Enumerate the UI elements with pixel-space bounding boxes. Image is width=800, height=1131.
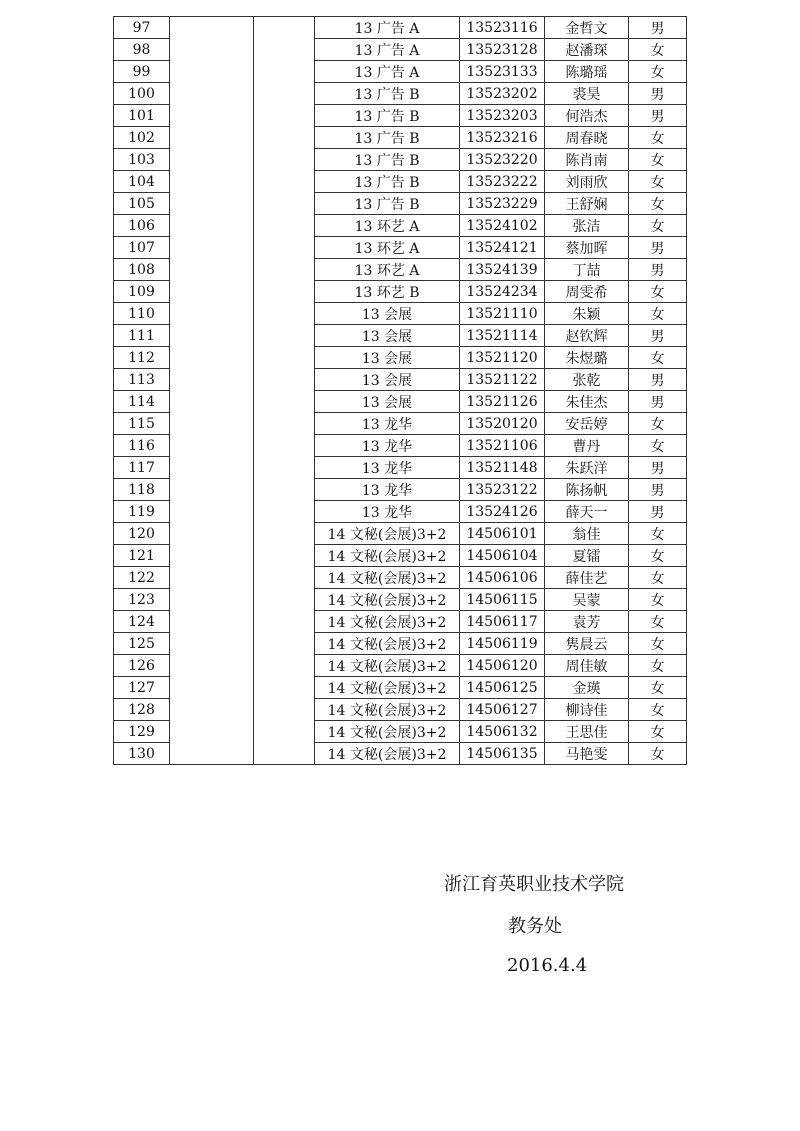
student-name-cell: 赵潘琛 bbox=[545, 39, 629, 61]
class-cell: 14 文秘(会展)3+2 bbox=[315, 545, 460, 567]
gender-cell: 女 bbox=[629, 127, 687, 149]
blank-cell-b bbox=[254, 457, 315, 479]
row-number-cell: 107 bbox=[114, 237, 170, 259]
table-row bbox=[114, 721, 687, 743]
row-number-cell: 128 bbox=[114, 699, 170, 721]
blank-cell-b bbox=[254, 501, 315, 523]
student-name-cell: 王舒娴 bbox=[545, 193, 629, 215]
class-cell: 14 文秘(会展)3+2 bbox=[315, 523, 460, 545]
blank-cell-b bbox=[254, 303, 315, 325]
blank-cell-a bbox=[170, 435, 254, 457]
student-id-cell: 13521114 bbox=[460, 325, 545, 347]
row-number-cell: 110 bbox=[114, 303, 170, 325]
gender-cell: 男 bbox=[629, 259, 687, 281]
row-number-cell: 126 bbox=[114, 655, 170, 677]
gender-cell: 女 bbox=[629, 347, 687, 369]
row-number-cell: 103 bbox=[114, 149, 170, 171]
table-row bbox=[114, 611, 687, 633]
table-row bbox=[114, 193, 687, 215]
table-row bbox=[114, 457, 687, 479]
student-name-cell: 夏镭 bbox=[545, 545, 629, 567]
table-row bbox=[114, 347, 687, 369]
gender-cell: 女 bbox=[629, 677, 687, 699]
gender-cell: 男 bbox=[629, 83, 687, 105]
student-name-cell: 王思佳 bbox=[545, 721, 629, 743]
row-number-cell: 114 bbox=[114, 391, 170, 413]
blank-cell-b bbox=[254, 83, 315, 105]
gender-cell: 男 bbox=[629, 17, 687, 39]
blank-cell-b bbox=[254, 215, 315, 237]
table-row bbox=[114, 743, 687, 765]
blank-cell-b bbox=[254, 369, 315, 391]
gender-cell: 女 bbox=[629, 281, 687, 303]
row-number-cell: 119 bbox=[114, 501, 170, 523]
gender-cell: 女 bbox=[629, 193, 687, 215]
blank-cell-b bbox=[254, 413, 315, 435]
blank-cell-a bbox=[170, 677, 254, 699]
student-id-cell: 13521110 bbox=[460, 303, 545, 325]
student-name-cell: 朱颖 bbox=[545, 303, 629, 325]
student-id-cell: 13523122 bbox=[460, 479, 545, 501]
blank-cell-a bbox=[170, 655, 254, 677]
table-row bbox=[114, 281, 687, 303]
table-row bbox=[114, 83, 687, 105]
blank-cell-a bbox=[170, 17, 254, 39]
gender-cell: 女 bbox=[629, 171, 687, 193]
blank-cell-b bbox=[254, 391, 315, 413]
blank-cell-b bbox=[254, 523, 315, 545]
student-name-cell: 裘昊 bbox=[545, 83, 629, 105]
student-id-cell: 13524121 bbox=[460, 237, 545, 259]
table-row bbox=[114, 325, 687, 347]
row-number-cell: 123 bbox=[114, 589, 170, 611]
blank-cell-a bbox=[170, 281, 254, 303]
blank-cell-a bbox=[170, 611, 254, 633]
class-cell: 13 会展 bbox=[315, 325, 460, 347]
class-cell: 13 环艺 A bbox=[315, 215, 460, 237]
blank-cell-a bbox=[170, 479, 254, 501]
roster-body bbox=[114, 17, 687, 765]
blank-cell-a bbox=[170, 61, 254, 83]
student-id-cell: 13521122 bbox=[460, 369, 545, 391]
gender-cell: 女 bbox=[629, 567, 687, 589]
blank-cell-b bbox=[254, 171, 315, 193]
student-name-cell: 陈扬帆 bbox=[545, 479, 629, 501]
blank-cell-a bbox=[170, 127, 254, 149]
table-row bbox=[114, 17, 687, 39]
footer-department: 教务处 bbox=[508, 916, 562, 937]
student-id-cell: 13521106 bbox=[460, 435, 545, 457]
gender-cell: 女 bbox=[629, 545, 687, 567]
gender-cell: 女 bbox=[629, 149, 687, 171]
blank-cell-b bbox=[254, 655, 315, 677]
gender-cell: 男 bbox=[629, 457, 687, 479]
blank-cell-b bbox=[254, 699, 315, 721]
blank-cell-b bbox=[254, 611, 315, 633]
blank-cell-a bbox=[170, 149, 254, 171]
student-id-cell: 14506132 bbox=[460, 721, 545, 743]
blank-cell-a bbox=[170, 369, 254, 391]
blank-cell-b bbox=[254, 281, 315, 303]
gender-cell: 男 bbox=[629, 237, 687, 259]
gender-cell: 男 bbox=[629, 325, 687, 347]
blank-cell-b bbox=[254, 435, 315, 457]
blank-cell-a bbox=[170, 545, 254, 567]
table-row bbox=[114, 545, 687, 567]
blank-cell-a bbox=[170, 325, 254, 347]
student-id-cell: 13520120 bbox=[460, 413, 545, 435]
student-name-cell: 朱跃洋 bbox=[545, 457, 629, 479]
gender-cell: 女 bbox=[629, 611, 687, 633]
table-row bbox=[114, 589, 687, 611]
blank-cell-a bbox=[170, 105, 254, 127]
blank-cell-b bbox=[254, 39, 315, 61]
table-row bbox=[114, 677, 687, 699]
student-name-cell: 丁喆 bbox=[545, 259, 629, 281]
class-cell: 14 文秘(会展)3+2 bbox=[315, 721, 460, 743]
student-id-cell: 14506125 bbox=[460, 677, 545, 699]
student-id-cell: 13523229 bbox=[460, 193, 545, 215]
student-id-cell: 13521148 bbox=[460, 457, 545, 479]
student-name-cell: 张乾 bbox=[545, 369, 629, 391]
gender-cell: 女 bbox=[629, 633, 687, 655]
row-number-cell: 101 bbox=[114, 105, 170, 127]
gender-cell: 女 bbox=[629, 655, 687, 677]
row-number-cell: 129 bbox=[114, 721, 170, 743]
gender-cell: 女 bbox=[629, 39, 687, 61]
gender-cell: 女 bbox=[629, 721, 687, 743]
student-name-cell: 朱佳杰 bbox=[545, 391, 629, 413]
row-number-cell: 130 bbox=[114, 743, 170, 765]
table-row bbox=[114, 127, 687, 149]
gender-cell: 女 bbox=[629, 215, 687, 237]
blank-cell-a bbox=[170, 721, 254, 743]
student-id-cell: 14506120 bbox=[460, 655, 545, 677]
class-cell: 13 广告 B bbox=[315, 83, 460, 105]
blank-cell-b bbox=[254, 479, 315, 501]
student-id-cell: 13521120 bbox=[460, 347, 545, 369]
student-id-cell: 14506119 bbox=[460, 633, 545, 655]
student-name-cell: 张洁 bbox=[545, 215, 629, 237]
student-name-cell: 朱煜璐 bbox=[545, 347, 629, 369]
class-cell: 13 会展 bbox=[315, 369, 460, 391]
student-id-cell: 14506135 bbox=[460, 743, 545, 765]
student-name-cell: 周佳敏 bbox=[545, 655, 629, 677]
class-cell: 14 文秘(会展)3+2 bbox=[315, 633, 460, 655]
gender-cell: 女 bbox=[629, 523, 687, 545]
row-number-cell: 117 bbox=[114, 457, 170, 479]
gender-cell: 女 bbox=[629, 61, 687, 83]
class-cell: 14 文秘(会展)3+2 bbox=[315, 655, 460, 677]
row-number-cell: 125 bbox=[114, 633, 170, 655]
row-number-cell: 106 bbox=[114, 215, 170, 237]
blank-cell-a bbox=[170, 259, 254, 281]
footer-date: 2016.4.4 bbox=[507, 955, 588, 976]
table-row bbox=[114, 567, 687, 589]
class-cell: 13 龙华 bbox=[315, 435, 460, 457]
row-number-cell: 111 bbox=[114, 325, 170, 347]
student-id-cell: 13523128 bbox=[460, 39, 545, 61]
row-number-cell: 97 bbox=[114, 17, 170, 39]
student-id-cell: 13524234 bbox=[460, 281, 545, 303]
student-name-cell: 金哲文 bbox=[545, 17, 629, 39]
class-cell: 14 文秘(会展)3+2 bbox=[315, 589, 460, 611]
student-id-cell: 14506127 bbox=[460, 699, 545, 721]
blank-cell-b bbox=[254, 633, 315, 655]
gender-cell: 女 bbox=[629, 413, 687, 435]
blank-cell-a bbox=[170, 501, 254, 523]
blank-cell-b bbox=[254, 259, 315, 281]
student-name-cell: 蔡加晖 bbox=[545, 237, 629, 259]
student-name-cell: 金瑛 bbox=[545, 677, 629, 699]
blank-cell-a bbox=[170, 83, 254, 105]
table-row bbox=[114, 105, 687, 127]
blank-cell-a bbox=[170, 347, 254, 369]
student-id-cell: 13524102 bbox=[460, 215, 545, 237]
student-name-cell: 周春晓 bbox=[545, 127, 629, 149]
class-cell: 13 广告 B bbox=[315, 127, 460, 149]
blank-cell-b bbox=[254, 545, 315, 567]
class-cell: 13 会展 bbox=[315, 391, 460, 413]
blank-cell-b bbox=[254, 237, 315, 259]
row-number-cell: 116 bbox=[114, 435, 170, 457]
class-cell: 13 广告 A bbox=[315, 39, 460, 61]
table-row bbox=[114, 149, 687, 171]
table-row bbox=[114, 171, 687, 193]
blank-cell-b bbox=[254, 743, 315, 765]
class-cell: 13 环艺 A bbox=[315, 237, 460, 259]
student-name-cell: 赵钦辉 bbox=[545, 325, 629, 347]
blank-cell-a bbox=[170, 237, 254, 259]
blank-cell-a bbox=[170, 457, 254, 479]
blank-cell-b bbox=[254, 677, 315, 699]
blank-cell-b bbox=[254, 193, 315, 215]
student-id-cell: 13523222 bbox=[460, 171, 545, 193]
row-number-cell: 112 bbox=[114, 347, 170, 369]
gender-cell: 男 bbox=[629, 391, 687, 413]
table-row bbox=[114, 369, 687, 391]
class-cell: 14 文秘(会展)3+2 bbox=[315, 743, 460, 765]
student-name-cell: 吴蒙 bbox=[545, 589, 629, 611]
class-cell: 13 会展 bbox=[315, 347, 460, 369]
student-id-cell: 13523220 bbox=[460, 149, 545, 171]
row-number-cell: 104 bbox=[114, 171, 170, 193]
class-cell: 13 广告 A bbox=[315, 17, 460, 39]
student-roster-table bbox=[113, 16, 687, 765]
class-cell: 13 龙华 bbox=[315, 413, 460, 435]
class-cell: 13 广告 B bbox=[315, 193, 460, 215]
student-name-cell: 薛佳艺 bbox=[545, 567, 629, 589]
class-cell: 13 广告 B bbox=[315, 105, 460, 127]
gender-cell: 女 bbox=[629, 743, 687, 765]
student-name-cell: 周雯希 bbox=[545, 281, 629, 303]
student-id-cell: 13523133 bbox=[460, 61, 545, 83]
student-name-cell: 翁佳 bbox=[545, 523, 629, 545]
table-row bbox=[114, 501, 687, 523]
table-row bbox=[114, 479, 687, 501]
row-number-cell: 122 bbox=[114, 567, 170, 589]
class-cell: 14 文秘(会展)3+2 bbox=[315, 699, 460, 721]
student-id-cell: 13524126 bbox=[460, 501, 545, 523]
student-name-cell: 曹丹 bbox=[545, 435, 629, 457]
blank-cell-b bbox=[254, 325, 315, 347]
class-cell: 14 文秘(会展)3+2 bbox=[315, 567, 460, 589]
class-cell: 13 龙华 bbox=[315, 457, 460, 479]
blank-cell-b bbox=[254, 127, 315, 149]
student-id-cell: 13523203 bbox=[460, 105, 545, 127]
table-row bbox=[114, 699, 687, 721]
blank-cell-a bbox=[170, 523, 254, 545]
blank-cell-a bbox=[170, 633, 254, 655]
row-number-cell: 102 bbox=[114, 127, 170, 149]
blank-cell-a bbox=[170, 215, 254, 237]
class-cell: 13 广告 B bbox=[315, 171, 460, 193]
student-id-cell: 13523202 bbox=[460, 83, 545, 105]
row-number-cell: 127 bbox=[114, 677, 170, 699]
blank-cell-b bbox=[254, 347, 315, 369]
table-row bbox=[114, 435, 687, 457]
blank-cell-b bbox=[254, 17, 315, 39]
student-name-cell: 安岳婷 bbox=[545, 413, 629, 435]
blank-cell-a bbox=[170, 743, 254, 765]
blank-cell-b bbox=[254, 61, 315, 83]
row-number-cell: 100 bbox=[114, 83, 170, 105]
class-cell: 13 广告 B bbox=[315, 149, 460, 171]
blank-cell-b bbox=[254, 105, 315, 127]
class-cell: 13 会展 bbox=[315, 303, 460, 325]
class-cell: 13 龙华 bbox=[315, 479, 460, 501]
class-cell: 14 文秘(会展)3+2 bbox=[315, 611, 460, 633]
student-id-cell: 14506115 bbox=[460, 589, 545, 611]
gender-cell: 男 bbox=[629, 105, 687, 127]
blank-cell-a bbox=[170, 171, 254, 193]
table-row bbox=[114, 39, 687, 61]
gender-cell: 女 bbox=[629, 303, 687, 325]
blank-cell-a bbox=[170, 567, 254, 589]
table-row bbox=[114, 61, 687, 83]
gender-cell: 女 bbox=[629, 589, 687, 611]
blank-cell-a bbox=[170, 39, 254, 61]
class-cell: 14 文秘(会展)3+2 bbox=[315, 677, 460, 699]
table-row bbox=[114, 259, 687, 281]
row-number-cell: 118 bbox=[114, 479, 170, 501]
blank-cell-a bbox=[170, 391, 254, 413]
row-number-cell: 121 bbox=[114, 545, 170, 567]
gender-cell: 男 bbox=[629, 369, 687, 391]
student-id-cell: 14506106 bbox=[460, 567, 545, 589]
student-name-cell: 马艳雯 bbox=[545, 743, 629, 765]
blank-cell-a bbox=[170, 413, 254, 435]
class-cell: 13 广告 A bbox=[315, 61, 460, 83]
blank-cell-a bbox=[170, 303, 254, 325]
table-row bbox=[114, 303, 687, 325]
row-number-cell: 109 bbox=[114, 281, 170, 303]
gender-cell: 男 bbox=[629, 479, 687, 501]
row-number-cell: 124 bbox=[114, 611, 170, 633]
blank-cell-a bbox=[170, 589, 254, 611]
row-number-cell: 108 bbox=[114, 259, 170, 281]
class-cell: 13 环艺 A bbox=[315, 259, 460, 281]
table-row bbox=[114, 655, 687, 677]
student-name-cell: 柳诗佳 bbox=[545, 699, 629, 721]
student-name-cell: 刘雨欣 bbox=[545, 171, 629, 193]
gender-cell: 女 bbox=[629, 435, 687, 457]
student-name-cell: 何浩杰 bbox=[545, 105, 629, 127]
footer-organization: 浙江育英职业技术学院 bbox=[444, 874, 624, 895]
student-id-cell: 14506104 bbox=[460, 545, 545, 567]
table-row bbox=[114, 633, 687, 655]
student-id-cell: 14506117 bbox=[460, 611, 545, 633]
row-number-cell: 115 bbox=[114, 413, 170, 435]
row-number-cell: 113 bbox=[114, 369, 170, 391]
student-id-cell: 13523116 bbox=[460, 17, 545, 39]
gender-cell: 男 bbox=[629, 501, 687, 523]
blank-cell-a bbox=[170, 193, 254, 215]
student-name-cell: 隽晨云 bbox=[545, 633, 629, 655]
row-number-cell: 98 bbox=[114, 39, 170, 61]
student-name-cell: 陈肖南 bbox=[545, 149, 629, 171]
student-id-cell: 14506101 bbox=[460, 523, 545, 545]
student-id-cell: 13521126 bbox=[460, 391, 545, 413]
student-id-cell: 13524139 bbox=[460, 259, 545, 281]
blank-cell-b bbox=[254, 721, 315, 743]
table-row bbox=[114, 215, 687, 237]
row-number-cell: 105 bbox=[114, 193, 170, 215]
student-name-cell: 薛天一 bbox=[545, 501, 629, 523]
blank-cell-b bbox=[254, 567, 315, 589]
student-id-cell: 13523216 bbox=[460, 127, 545, 149]
table-row bbox=[114, 523, 687, 545]
blank-cell-a bbox=[170, 699, 254, 721]
class-cell: 13 龙华 bbox=[315, 501, 460, 523]
row-number-cell: 99 bbox=[114, 61, 170, 83]
student-name-cell: 陈璐瑶 bbox=[545, 61, 629, 83]
table-row bbox=[114, 237, 687, 259]
class-cell: 13 环艺 B bbox=[315, 281, 460, 303]
student-name-cell: 袁芳 bbox=[545, 611, 629, 633]
blank-cell-b bbox=[254, 149, 315, 171]
blank-cell-b bbox=[254, 589, 315, 611]
row-number-cell: 120 bbox=[114, 523, 170, 545]
gender-cell: 女 bbox=[629, 699, 687, 721]
table-row bbox=[114, 413, 687, 435]
table-row bbox=[114, 391, 687, 413]
